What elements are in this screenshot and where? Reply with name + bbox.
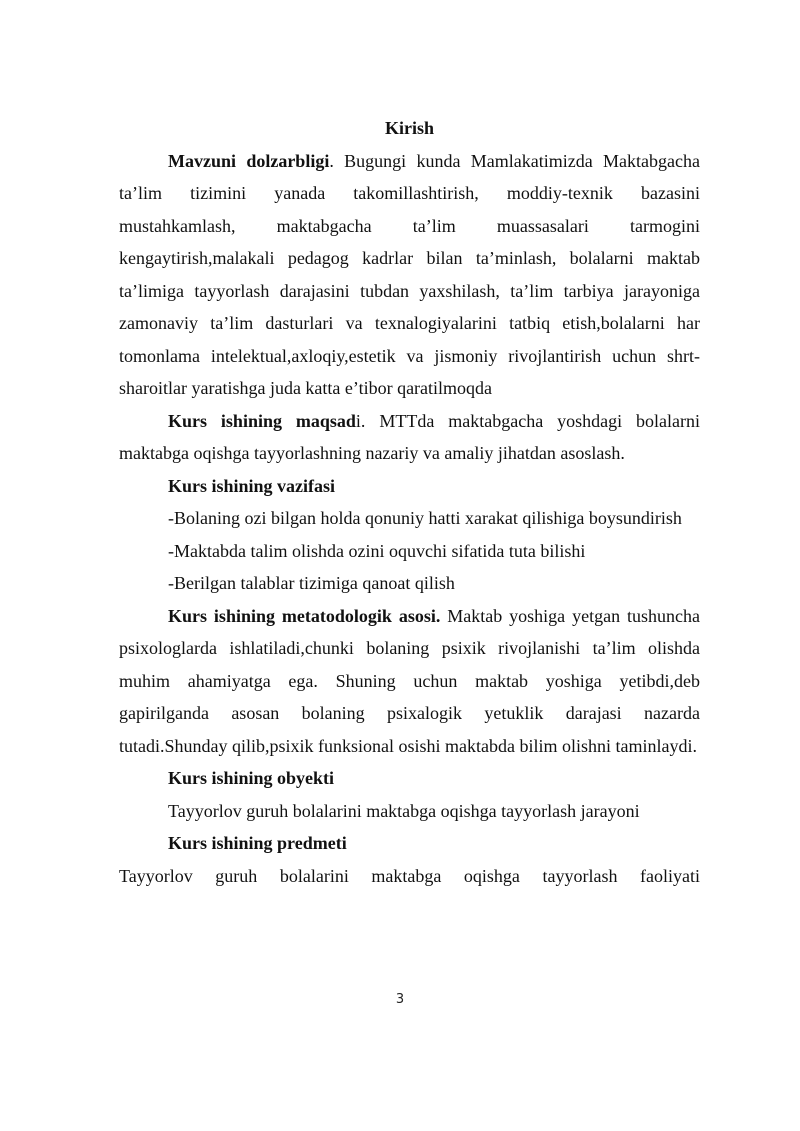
object-heading: Kurs ishining obyekti bbox=[168, 768, 335, 788]
goal-heading: Kurs ishining maqsad bbox=[168, 410, 356, 431]
page-title: Kirish bbox=[384, 118, 434, 138]
task-item: -Berilgan talablar tizimiga qanoat qilish bbox=[168, 573, 455, 593]
task-item: -Maktabda talim olishda ozini oquvchi sifatida tuta bilishi bbox=[168, 540, 586, 561]
relevance-heading: Mavzuni dolzarbligi bbox=[168, 150, 330, 171]
relevance-text: . Bugungi kunda Mamlakatimizda Maktabgacha ta’lim tizimini yanada takomillashtirish, moddiy-texnik bazasini mustahkamlash, maktabgacha ta’lim muassasalari tarmogini kengaytirish,malakali pedagog kadrlar bilan ta’minlash, bolalarni maktab ta’limiga tayyorlash darajasini tubdan yaxshilash, ta’lim tarbiya jarayoniga zamonaviy ta’lim dasturlari va texnalogiyalarini tatbiq etish,bolalarni har tomonlama intelektual,axloqiy,estetik va jismoniy rivojlantirish uchun shrt-sharoitlar yaratishga juda katta e’tibor qaratilmoqda bbox=[119, 150, 700, 398]
subject-heading: Kurs ishining predmeti bbox=[168, 833, 347, 853]
tasks-heading: Kurs ishining vazifasi bbox=[168, 475, 336, 496]
page-number: 3 bbox=[395, 992, 405, 1007]
page-content bbox=[119, 112, 700, 892]
paragraph-goal bbox=[119, 405, 700, 470]
methodology-text: Maktab yoshiga yetgan tushuncha psixologlarda ishlatiladi,chunki bolaning psixik rivojlanishi ta’lim olishda muhim ahamiyatga ega. Shuning uchun maktab yoshiga yetibdi,deb gapirilganda asosan bolaning psixalogik yetuklik darajasi nazarda tutadi.Shunday qilib,psixik funksional osishi maktabda bilim olishni taminlaydi. bbox=[119, 605, 700, 756]
subject-text: Tayyorlov guruh bolalarini maktabga oqishga tayyorlash faoliyati bbox=[119, 865, 700, 886]
goal-text: i. MTTda maktabgacha yoshdagi bolalarni maktabga oqishga tayyorlashning nazariy va amaliy jihatdan asoslash. bbox=[119, 410, 700, 463]
methodology-heading: Kurs ishining metatodologik asosi. bbox=[168, 605, 441, 626]
paragraph-methodology bbox=[119, 600, 700, 763]
paragraph-relevance bbox=[119, 145, 700, 405]
object-text: Tayyorlov guruh bolalarini maktabga oqishga tayyorlash jarayoni bbox=[168, 800, 640, 821]
task-item: -Bolaning ozi bilgan holda qonuniy hatti xarakat qilishiga boysundirish bbox=[168, 508, 682, 528]
